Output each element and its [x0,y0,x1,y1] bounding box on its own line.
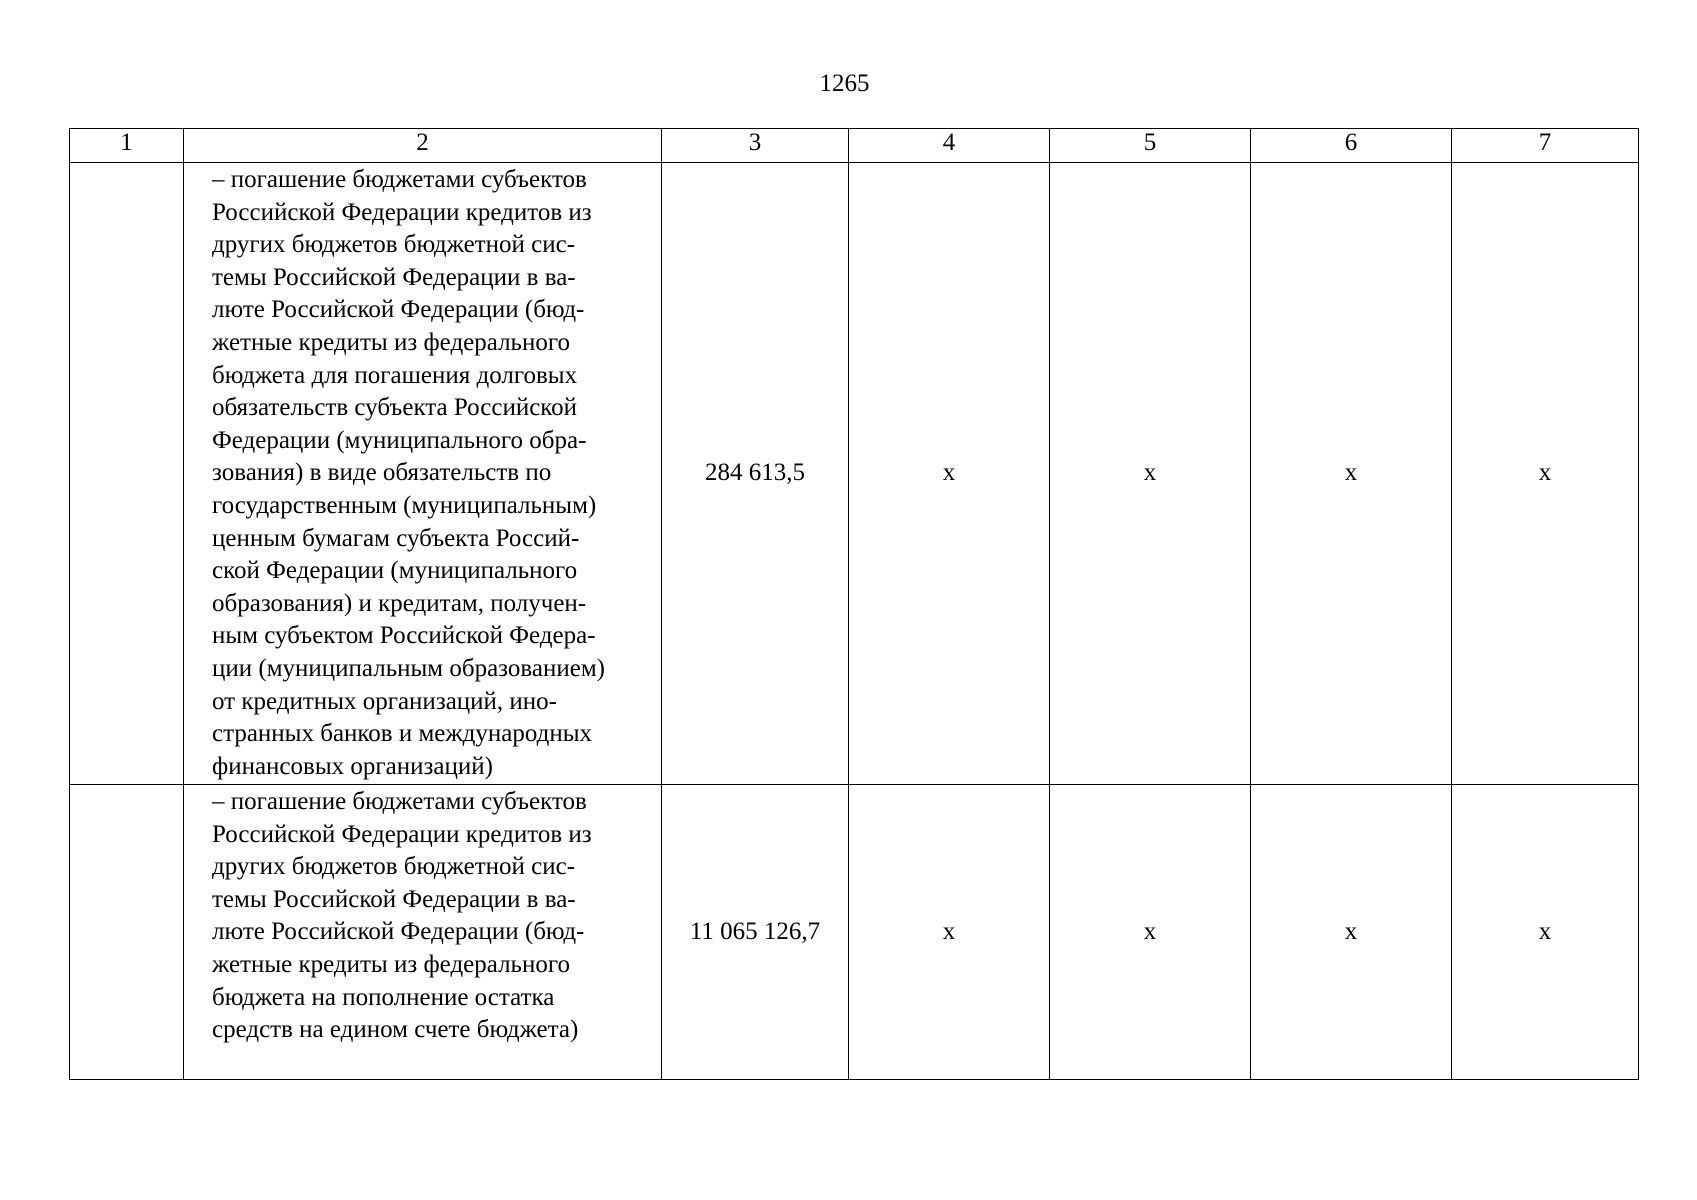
description-line: финансовых организаций) [212,752,493,780]
description-line: люте Российской Федерации (бюд- [212,918,585,946]
column-header-2: 2 [184,129,662,163]
table-row [70,785,1639,1080]
data-table [69,128,1639,1080]
page-number-text: 1265 [819,70,870,97]
description-cell [184,163,662,785]
column-header-1: 1 [70,129,184,163]
description-cell [184,785,662,1080]
description-line: – погашение бюджетами субъектов [212,788,587,815]
description-line: зования) в виде обязательств по [212,459,552,487]
column-header-7: 7 [1452,129,1639,163]
header-row [70,129,1639,163]
column-header-4: 4 [849,129,1050,163]
amount-cell: 11 065 126,7 [662,785,849,1080]
page-number [0,69,1697,99]
description-line: темы Российской Федерации в ва- [212,885,576,913]
description-line: Российской Федерации кредитов из [212,198,592,226]
value-cell-col5: х [1050,785,1251,1080]
description-line: средств на едином счете бюджета) [212,1016,579,1044]
description-line: Федерации (муниципального обра- [212,426,587,454]
description-line: обязательств субъекта Российской [212,394,578,422]
value-cell-col4: х [849,163,1050,785]
description-line: люте Российской Федерации (бюд- [212,296,585,324]
description-line: других бюджетов бюджетной сис- [212,853,576,881]
description-line: ской Федерации (муниципального [212,557,578,585]
description-line: ции (муниципальным образованием) [212,654,605,682]
description-line: странных банков и международных [212,720,593,748]
value-cell-col6: х [1251,785,1452,1080]
row-number-cell [70,163,184,785]
description-line: Российской Федерации кредитов из [212,820,592,848]
value-cell-col6: х [1251,163,1452,785]
description-line: жетные кредиты из федерального [212,328,570,356]
description-line: жетные кредиты из федерального [212,950,570,978]
value-cell-col4: х [849,785,1050,1080]
description-line: бюджета на пополнение остатка [212,983,555,1011]
value-cell-col7: х [1452,785,1639,1080]
value-cell-col7: х [1452,163,1639,785]
column-header-5: 5 [1050,129,1251,163]
description-line: темы Российской Федерации в ва- [212,263,576,291]
column-header-6: 6 [1251,129,1452,163]
description-line: бюджета для погашения долговых [212,361,578,389]
column-header-3: 3 [662,129,849,163]
description-line: других бюджетов бюджетной сис- [212,231,576,259]
description-line: – погашение бюджетами субъектов [212,166,587,193]
row-number-cell [70,785,184,1080]
table-row [70,163,1639,785]
description-line: ным субъектом Российской Федера- [212,622,596,650]
description-line: государственным (муниципальным) [212,491,597,519]
value-cell-col5: х [1050,163,1251,785]
description-line: ценным бумагам субъекта Россий- [212,524,580,552]
description-line: от кредитных организаций, ино- [212,687,558,715]
description-line: образования) и кредитам, получен- [212,589,587,617]
amount-cell: 284 613,5 [662,163,849,785]
